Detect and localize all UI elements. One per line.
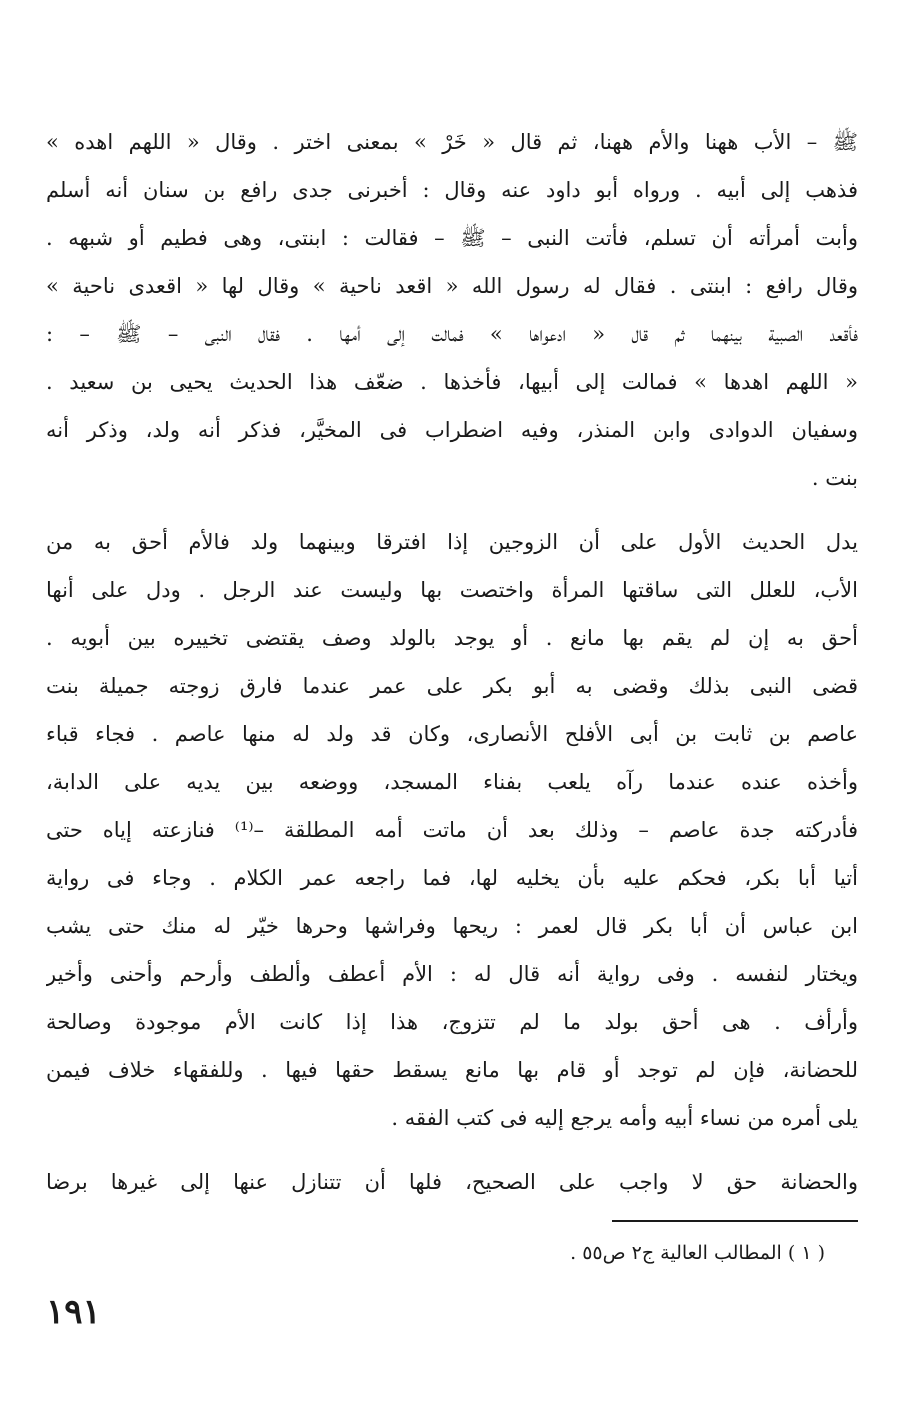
text-line: فأدركته جدة عاصم – وذلك بعد أن ماتت أمه المطلقة –⁽¹⁾ فنازعته إياه حتى	[46, 818, 858, 842]
text-line: وأخذه عنده عندما رآه يلعب بفناء المسجد، ووضعه بين يديه على الدابة،	[46, 770, 858, 794]
footnote-divider	[612, 1220, 858, 1222]
text-line: الأب، للعلل التى ساقتها المرأة واختصت بها وليست عند الرجل . ودل على أنها	[46, 578, 858, 602]
text-line: بنت .	[811, 466, 858, 490]
text-line: « اللهم اهدها » فمالت إلى أبيها، فأخذها . ضعّف هذا الحديث يحيى بن سعيد .	[46, 370, 858, 394]
page-number: ١٩١	[46, 1292, 101, 1332]
text-line: ابن عباس أن أبا بكر قال لعمر : ريحها وفراشها وحرها خيّر له منك حتى يشب	[46, 914, 858, 938]
text-line: أحق به إن لم يقم بها مانع . أو يوجد بالولد وصف يقتضى تخييره بين أبويه .	[46, 626, 858, 650]
text-line: أتيا أبا بكر، فحكم عليه بأن يخليه لها، فما راجعه عمر الكلام . وجاء فى رواية	[46, 866, 858, 890]
text-line: والحضانة حق لا واجب على الصحيح، فلها أن تتنازل عنها إلى غيرها برضا	[46, 1170, 858, 1194]
paragraph-1	[46, 118, 858, 502]
text-line: فذهب إلى أبيه . ورواه أبو داود عنه وقال : أخبرنى جدى رافع بن سنان أنه أسلم	[46, 178, 858, 202]
text-line: عاصم بن ثابت بن أبى الأفلح الأنصارى، وكان قد ولد له منها عاصم . فجاء قباء	[46, 722, 858, 746]
text-line: وسفيان الدوادى وابن المنذر، وفيه اضطراب فى المخيَّر، فذكر أنه ولد، وذكر أنه	[46, 418, 858, 442]
text-line: يدل الحديث الأول على أن الزوجين إذا افترقا وبينهما ولد فالأم أحق به من	[46, 530, 858, 554]
text-line: وأرأف . هى أحق بولد ما لم تتزوج، هذا إذا كانت الأم موجودة وصالحة	[46, 1010, 858, 1034]
text-line: للحضانة، فإن لم توجد أو قام بها مانع يسقط حقها فيها . وللفقهاء خلاف فيمن	[46, 1058, 858, 1082]
paragraph-3	[46, 1158, 858, 1206]
text-line: وقال رافع : ابنتى . فقال له رسول الله « اقعد ناحية » وقال لها « اقعدى ناحية »	[46, 274, 858, 298]
paragraph-2	[46, 518, 858, 1142]
text-line: يلى أمره من نساء أبيه وأمه يرجع إليه فى كتب الفقه .	[391, 1106, 858, 1130]
text-line: قضى النبى بذلك وقضى به أبو بكر على عمر عندما فارق زوجته جميلة بنت	[46, 674, 858, 698]
text-line: ويختار لنفسه . وفى رواية أنه قال له : الأم أعطف وألطف وأرحم وأحنى وأخير	[46, 962, 858, 986]
text-line: ﷺ – الأب ههنا والأم ههنا، ثم قال « خَرْ » بمعنى اختر . وقال « اللهم اهده »	[46, 130, 858, 154]
text-line: فأقعد الصبية بينهما ثم قال « ادعواها » فمالت إلى أمها . فقال النبى – ﷺ – :	[46, 322, 858, 346]
footnote: ( ١ ) المطالب العالية ج٢ ص٥٥ .	[570, 1242, 825, 1264]
text-line: وأبت أمرأته أن تسلم، فأتت النبى – ﷺ – فقالت : ابنتى، وهى فطيم أو شبهه .	[46, 226, 858, 250]
